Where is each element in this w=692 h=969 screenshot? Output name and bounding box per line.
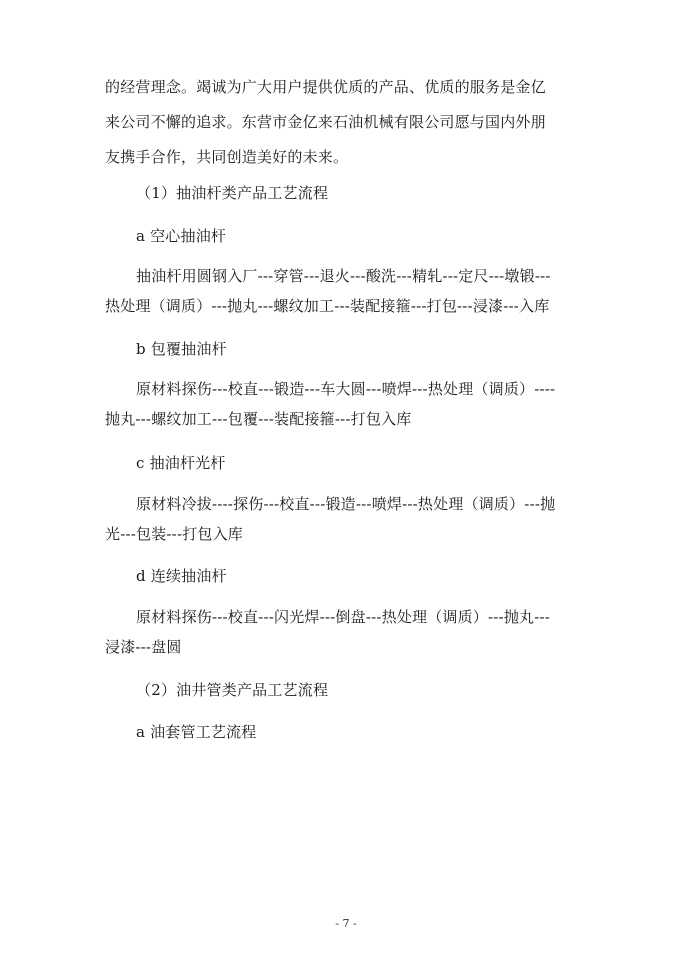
subheading-continuous-sucker-rod: d 连续抽油杆 (136, 567, 227, 585)
page-number: - 7 - (335, 917, 357, 930)
process-text-line: 热处理（调质）---抛丸---螺纹加工---装配接箍---打包---浸漆---入库 (105, 297, 550, 315)
subheading-coated-sucker-rod: b 包覆抽油杆 (136, 340, 227, 358)
process-text-line: 抽油杆用圆钢入厂---穿管---退火---酸洗---精轧---定尺---墩锻--- (136, 267, 551, 285)
body-text-line: 友携手合作，共同创造美好的未来。 (105, 148, 349, 166)
process-text-line: 原材料冷拔----探伤---校直---锻造---喷焊---热处理（调质）---抛 (136, 495, 556, 513)
subheading-tubing-casing: a 油套管工艺流程 (136, 723, 257, 741)
process-text-line: 浸漆---盘圆 (105, 638, 182, 656)
section-heading-2: （2）油井管类产品工艺流程 (136, 681, 329, 699)
section-heading-1: （1）抽油杆类产品工艺流程 (136, 184, 329, 202)
process-text-line: 光---包装---打包入库 (105, 525, 244, 543)
subheading-polished-rod: c 抽油杆光杆 (136, 454, 226, 472)
subheading-hollow-sucker-rod: a 空心抽油杆 (136, 227, 227, 245)
process-text-line: 原材料探伤---校直---锻造---车大圆---喷焊---热处理（调质）---- (136, 380, 556, 398)
process-text-line: 抛丸---螺纹加工---包覆---装配接箍---打包入库 (105, 410, 412, 428)
process-text-line: 原材料探伤---校直---闪光焊---倒盘---热处理（调质）---抛丸--- (136, 608, 551, 626)
body-text-line: 的经营理念。竭诚为广大用户提供优质的产品、优质的服务是金亿 (105, 78, 546, 96)
body-text-line: 来公司不懈的追求。东营市金亿来石油机械有限公司愿与国内外朋 (105, 113, 546, 131)
